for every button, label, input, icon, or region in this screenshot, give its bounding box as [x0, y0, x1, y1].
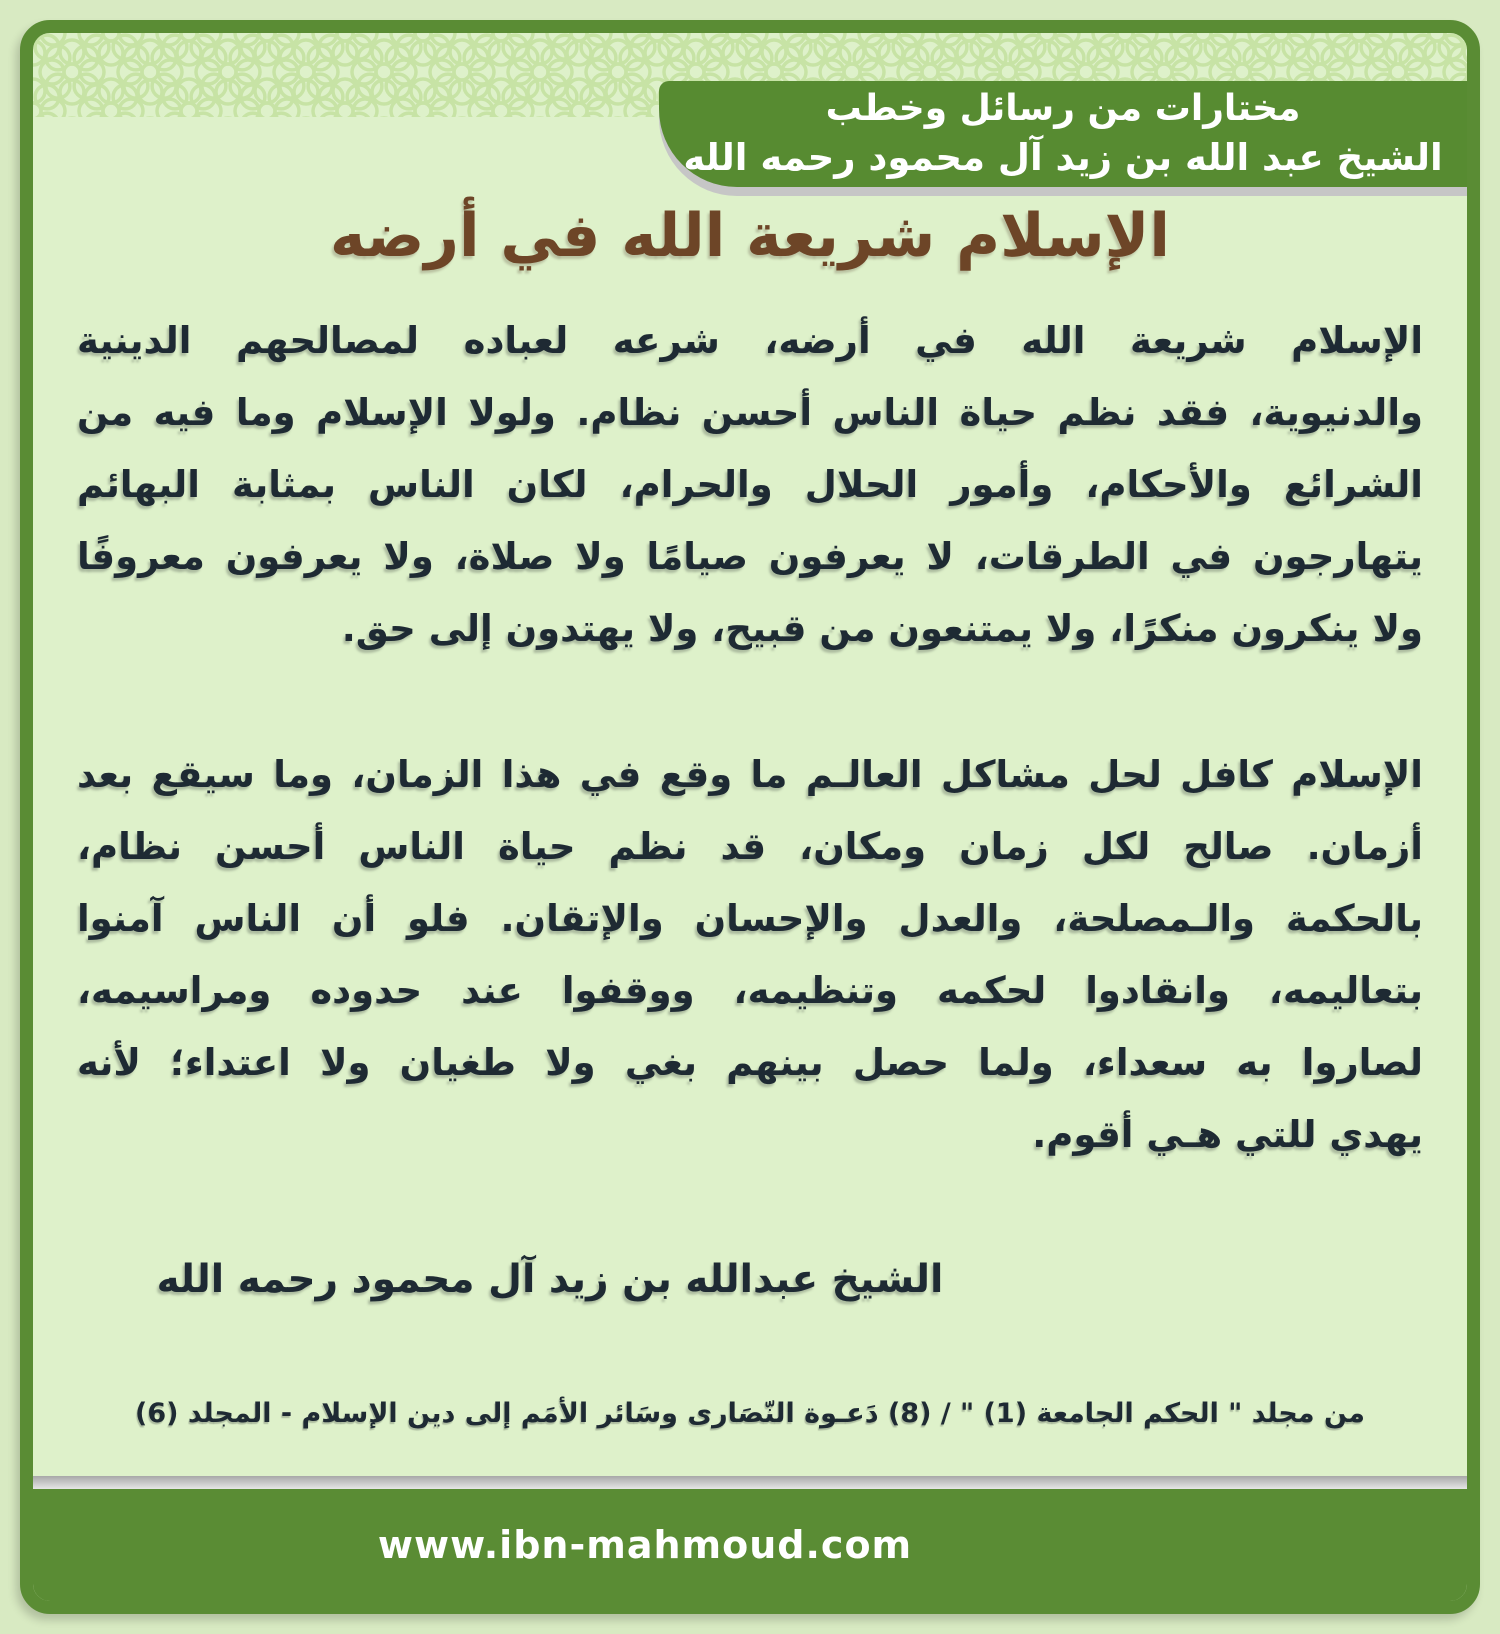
poster-content	[33, 201, 1467, 1429]
paragraph-line: بالحكمة والـمصلحة، والعدل والإحسان والإتقان. فلو أن الناس آمنوا	[77, 897, 1423, 940]
footer-bar	[33, 1489, 1467, 1601]
paragraph-1	[77, 305, 1423, 665]
paragraph-line: ولا ينكرون منكرًا، ولا يمتنعون من قبيح، ولا يهتدون إلى حق.	[341, 607, 1423, 650]
paragraph-line: أزمان. صالح لكل زمان ومكان، قد نظم حياة الناس أحسن نظام،	[77, 825, 1423, 868]
paragraph-line: يتهارجون في الطرقات، لا يعرفون صيامًا ولا صلاة، ولا يعرفون معروفًا	[77, 535, 1423, 578]
paragraph-line: لصاروا به سعداء، ولما حصل بينهم بغي ولا طغيان ولا اعتداء؛ لأنه	[77, 1041, 1423, 1084]
paragraph-line: يهدي للتي هـي أقوم.	[1032, 1113, 1423, 1156]
page-title: الإسلام شريعة الله في أرضه	[330, 201, 1170, 271]
author-signature: الشيخ عبدالله بن زيد آل محمود رحمه الله	[156, 1257, 944, 1302]
divider-strip	[33, 1476, 1467, 1489]
paragraph-line: والدنيوية، فقد نظم حياة الناس أحسن نظام. ولولا الإسلام وما فيه من	[77, 391, 1423, 434]
poster-frame	[20, 20, 1480, 1614]
paragraph-line: الإسلام كافل لحل مشاكل العالـم ما وقع في هذا الزمان، وما سيقع بعد	[77, 753, 1423, 796]
paragraph-line: بتعاليمه، وانقادوا لحكمه وتنظيمه، ووقفوا عند حدوده ومراسيمه،	[77, 969, 1423, 1012]
header-banner	[659, 81, 1467, 187]
paragraph-2	[77, 739, 1423, 1171]
website-url: www.ibn-mahmoud.com	[377, 1523, 913, 1567]
body-text	[77, 305, 1423, 1171]
paragraph-line: الإسلام شريعة الله في أرضه، شرعه لعباده لمصالحهم الدينية	[77, 319, 1423, 362]
paragraph-line: الشرائع والأحكام، وأمور الحلال والحرام، لكان الناس بمثابة البهائم	[77, 463, 1423, 506]
header-banner-line1: مختارات من رسائل وخطب	[825, 88, 1301, 129]
source-citation: من مجلد " الحكم الجامعة (1) " / (8) دَعـوة النّصَارى وسَائر الأمَم إلى دين الإسلام - المجلد (6)	[135, 1398, 1365, 1429]
header-banner-line2: الشيخ عبد الله بن زيد آل محمود رحمه الله	[683, 136, 1443, 179]
